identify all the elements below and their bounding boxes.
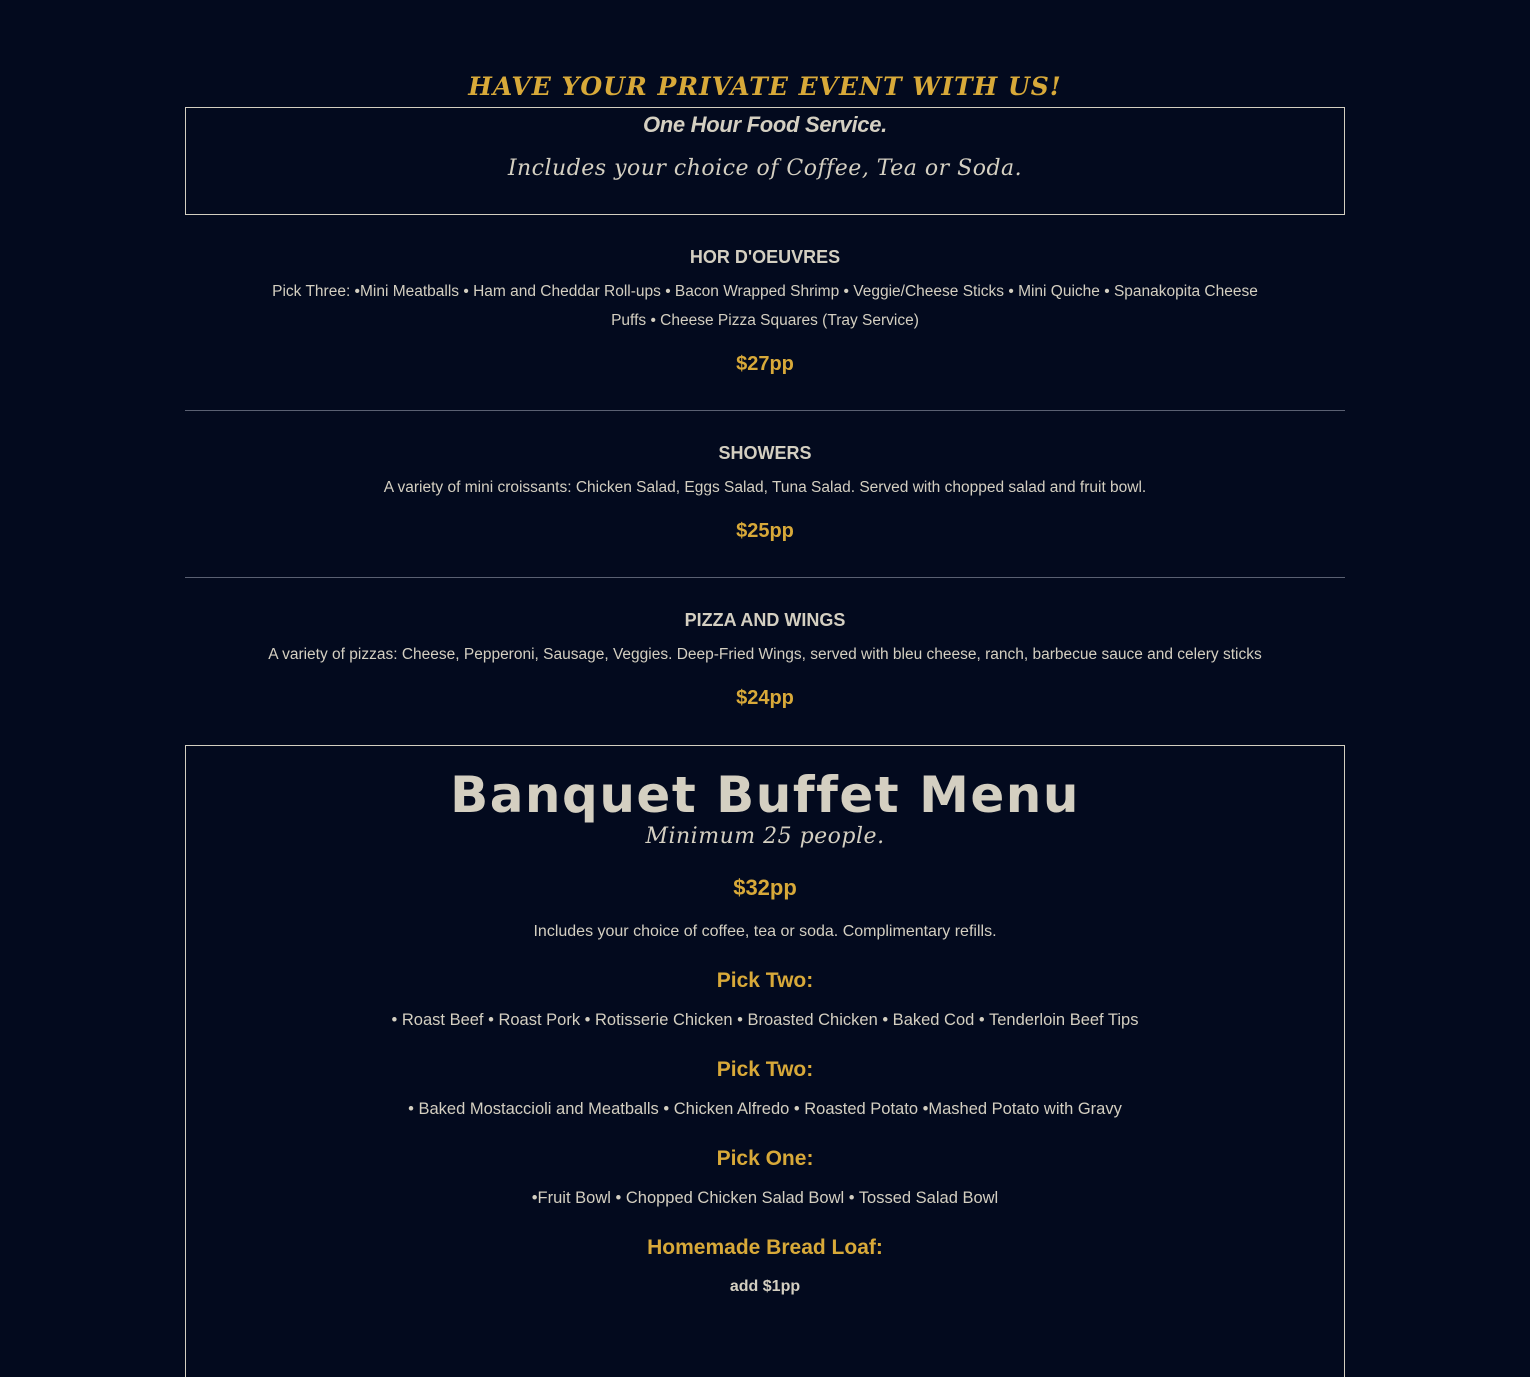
banquet-group-title: Pick One: [716,1147,814,1170]
banquet-group-items: • Baked Mostaccioli and Meatballs • Chicken Alfredo • Roasted Potato •Mashed Potato with Gravy [408,1100,1122,1118]
banquet-title: Banquet Buffet Menu [450,766,1080,824]
section-price: $25pp [736,520,794,542]
banquet-buffet-box [185,745,1345,1377]
section-price: $27pp [736,353,794,375]
banquet-group-items: • Roast Beef • Roast Pork • Rotisserie Chicken • Broasted Chicken • Baked Cod • Tenderloin Beef Tips [391,1011,1139,1029]
banquet-price: $32pp [733,875,797,900]
section-price: $24pp [736,687,794,709]
banquet-includes: Includes your choice of coffee, tea or soda. Complimentary refills. [533,923,997,940]
banquet-group-items: •Fruit Bowl • Chopped Chicken Salad Bowl • Tossed Salad Bowl [531,1189,999,1207]
banquet-group-title: Pick Two: [716,1058,814,1081]
section-showers [185,443,1345,543]
section-description: A variety of pizzas: Cheese, Pepperoni, Sausage, Veggies. Deep-Fried Wings, served with bleu cheese, ranch, barbecue sauce and celery sticks [268,646,1262,663]
food-service-includes: Includes your choice of Coffee, Tea or Soda. [507,156,1023,181]
food-service-title: One Hour Food Service. [642,112,887,137]
private-event-headline: HAVE YOUR PRIVATE EVENT WITH US! [468,72,1062,101]
food-service-box [185,107,1345,215]
section-hors-doeuvres [185,247,1345,376]
banquet-minimum: Minimum 25 people. [645,824,885,849]
bread-title: Homemade Bread Loaf: [647,1236,883,1259]
section-title: HOR D'OEUVRES [689,247,841,267]
section-description: Pick Three: •Mini Meatballs • Ham and Cheddar Roll-ups • Bacon Wrapped Shrimp • Veggie/Cheese Sticks • Mini Quiche • Spanakopita Cheese Puffs • Cheese Pizza Squares (Tray Service) [272,283,1258,329]
bread-addon-price: add $1pp [729,1278,801,1295]
section-divider [185,577,1345,578]
section-title: PIZZA AND WINGS [684,610,846,630]
section-title: SHOWERS [718,443,812,463]
banquet-group-title: Pick Two: [716,969,814,992]
section-divider [185,410,1345,411]
section-description: A variety of mini croissants: Chicken Salad, Eggs Salad, Tuna Salad. Served with chopped salad and fruit bowl. [383,479,1147,496]
section-pizza-and-wings [185,610,1345,710]
